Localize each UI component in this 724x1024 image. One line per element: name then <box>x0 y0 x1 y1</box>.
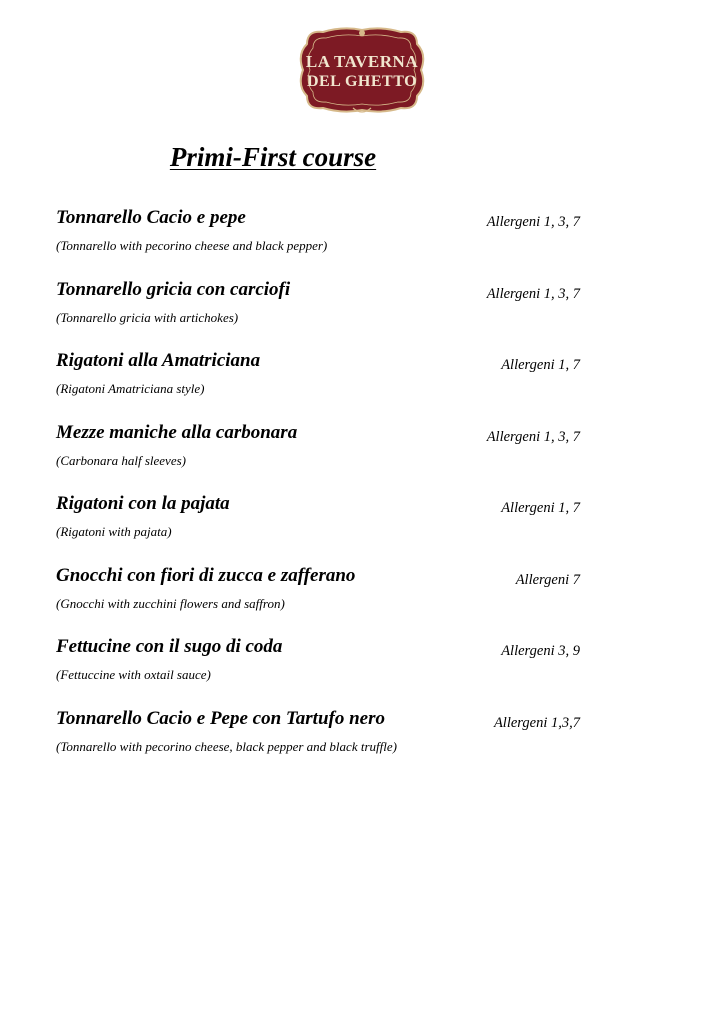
page-title: Primi-First course <box>169 142 377 172</box>
menu-item <box>56 207 580 279</box>
logo-line-2: DEL GHETTO <box>306 73 418 90</box>
dish-description: (Tonnarello with pecorino cheese, black pepper and black truffle) <box>56 738 397 754</box>
dish-allergens: Allergeni 3, 9 <box>501 643 580 659</box>
dish-allergens: Allergeni 7 <box>515 571 580 588</box>
menu-item <box>56 493 580 565</box>
dish-name: Tonnarello Cacio e Pepe con Tartufo nero <box>56 707 385 729</box>
logo-emblem <box>293 24 431 116</box>
dish-description: (Tonnarello with pecorino cheese and black pepper) <box>56 238 328 253</box>
menu-item <box>56 350 580 422</box>
menu-item <box>56 565 580 637</box>
dish-description: (Rigatoni with pajata) <box>56 524 172 539</box>
dish-description: (Rigatoni Amatriciana style) <box>56 381 205 396</box>
menu-item <box>56 279 580 351</box>
dish-description: (Tonnarello gricia with artichokes) <box>56 309 239 325</box>
dish-description: (Fettuccine with oxtail sauce) <box>56 667 211 682</box>
dish-name: Tonnarello Cacio e pepe <box>56 207 246 228</box>
dish-name: Tonnarello gricia con carciofi <box>56 278 291 300</box>
dish-description: (Gnocchi with zucchini flowers and saffron) <box>56 595 285 611</box>
menu-item <box>56 422 580 494</box>
logo-line-1: LA TAVERNA <box>305 52 419 71</box>
restaurant-logo <box>293 24 431 116</box>
dish-allergens: Allergeni 1, 7 <box>501 357 580 373</box>
dish-name: Mezze maniche alla carbonara <box>56 421 298 443</box>
menu-list <box>56 207 580 779</box>
menu-item <box>56 636 580 708</box>
dish-allergens: Allergeni 1, 7 <box>501 500 580 516</box>
dish-allergens: Allergeni 1, 3, 7 <box>486 214 580 230</box>
dish-allergens: Allergeni 1, 3, 7 <box>486 285 580 302</box>
menu-item <box>56 708 580 780</box>
dish-allergens: Allergeni 1, 3, 7 <box>486 428 580 445</box>
dish-name: Fettucine con il sugo di coda <box>56 636 283 657</box>
dish-name: Rigatoni alla Amatriciana <box>56 350 261 371</box>
dish-allergens: Allergeni 1,3,7 <box>493 714 580 731</box>
dish-name: Rigatoni con la pajata <box>56 493 230 514</box>
dish-name: Gnocchi con fiori di zucca e zafferano <box>56 564 356 586</box>
dish-description: (Carbonara half sleeves) <box>56 452 186 468</box>
